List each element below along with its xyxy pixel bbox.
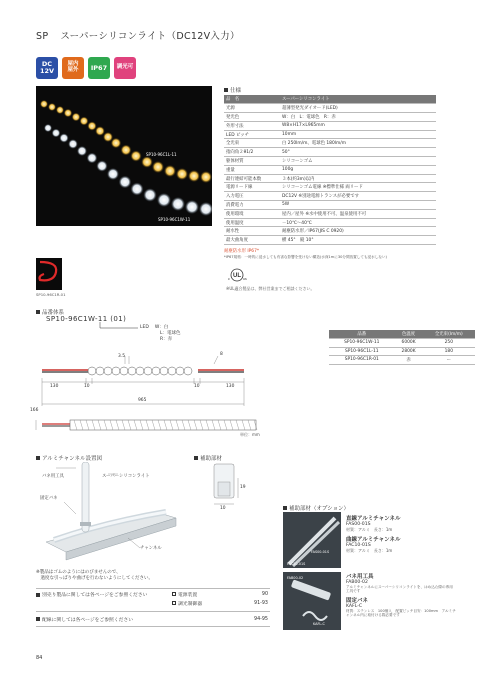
img-label-fas: FAS00-01S	[311, 550, 330, 554]
spec-row	[224, 227, 436, 236]
spec-value: DC12V ※別途電源トランスが必要です	[280, 192, 436, 201]
product-cell: 2800K	[395, 347, 423, 356]
spec-value: 5W	[280, 201, 436, 210]
page-title: SP スーパーシリコンライト（DC12V入力）	[36, 31, 240, 42]
spec-value: W：白 L：電球色 R：赤	[280, 113, 436, 122]
spec-key: 電源リード線	[224, 183, 280, 192]
red-led-coil	[40, 262, 57, 280]
spec-row	[224, 157, 436, 166]
product-row	[329, 339, 475, 348]
photo-caption-r: SP10-96C1R-01	[36, 292, 66, 297]
dim-10-right: 10	[194, 384, 200, 389]
product-header-cell: 品番	[329, 330, 395, 339]
feature-badges	[36, 57, 136, 79]
product-cell: 赤	[395, 356, 423, 365]
spec-key: 最行連結可能本数	[224, 174, 280, 183]
badge-ip67: IP67	[88, 57, 110, 79]
dim-130-left: 130	[50, 384, 59, 389]
spec-value: W8×H17×L965mm	[280, 121, 436, 130]
spec-key: 躯体材質	[224, 157, 280, 166]
dim-3-5: 3.5	[118, 354, 125, 359]
spec-key: 指向角２θ1/2	[224, 148, 280, 157]
spec-key: 入力電圧	[224, 192, 280, 201]
led-bead	[176, 367, 184, 375]
product-cell: ー	[423, 356, 475, 365]
aux-dim-10: 10	[220, 506, 226, 511]
product-header-row	[329, 330, 475, 339]
spec-key: 最大曲角度	[224, 236, 280, 245]
tool-product-photo	[283, 572, 341, 630]
ref-dimmer[interactable]: 調光制御器 91-93	[172, 600, 268, 607]
spec-value: 耐塵防水形／IP67(JIS C 0920)	[280, 227, 436, 236]
spec-key: 光源	[224, 104, 280, 113]
led-bead	[144, 367, 152, 375]
options-heading: 補助部材（オプション）	[283, 504, 349, 512]
spec-key: 外形寸法	[224, 121, 280, 130]
spec-value: ３本(約3m)以内	[280, 174, 436, 183]
spec-row	[224, 192, 436, 201]
spec-value: 10mm	[280, 130, 436, 139]
spec-heading: 仕様	[224, 86, 241, 94]
spec-key: 使用温度	[224, 218, 280, 227]
spec-key: 重量	[224, 165, 280, 174]
product-table	[329, 330, 475, 365]
led-strip-photo	[36, 86, 212, 226]
badge-dimmable: 調光可	[114, 57, 136, 79]
ip67-detail: *IP67規格：一時的に浸水しても有害な影響を受けない構造(水深1mに30分間放置しても浸水しない)	[224, 255, 387, 259]
spec-key: 耐水性	[224, 227, 280, 236]
led-bead	[120, 367, 128, 375]
product-cell: 250	[423, 339, 475, 348]
product-cell: SP10-96C1L-11	[329, 347, 395, 356]
model-code: SP10-96C1W-11 (01)	[46, 315, 127, 323]
spec-header-row: 品 名 スーパーシリコンライト	[224, 95, 436, 104]
model-system-heading: 品番体系	[36, 308, 64, 316]
label-spring: 固定バネ	[40, 496, 58, 501]
dim-965: 965	[138, 398, 147, 403]
photo-caption-w: SP10-96C1W-11	[158, 217, 191, 222]
label-silicon-light: スーパーシリコンライト	[102, 474, 150, 479]
ul-mark-icon	[226, 268, 248, 282]
option-item-tools: バネ用工具 FAB00-02 アルミチャンネルにスーパーシリコンライトを、はめ込む際の専用工具です 固定バネ KAFL-C 材質：ステンレス 100個入 配置ピッチ目安：100mm アルミチャンネル内に取付ける際必要です	[346, 574, 456, 618]
spec-value: 白 250lm/m、電球色 180lm/m	[280, 139, 436, 148]
spec-row	[224, 104, 436, 113]
channel-illustration	[36, 462, 186, 572]
spec-row	[224, 139, 436, 148]
spec-row	[224, 183, 436, 192]
svg-text:UL: UL	[233, 273, 241, 279]
spec-value: 超薄型発光ダイオード(LED)	[280, 104, 436, 113]
dim-166: 166	[30, 408, 39, 413]
spec-row	[224, 130, 436, 139]
spec-value: 50°	[280, 148, 436, 157]
ref-separate-products: 別売り製品に関しては各ページをご参照ください	[36, 591, 147, 598]
option-item-fas: 直線アルミチャンネル FAS00-01S 材質：アルミ 長さ：1m 曲線アルミチャンネル FAC10-01S 材質：アルミ 長さ：1m	[346, 516, 401, 553]
dim-8: 8	[220, 352, 223, 357]
aux-illustration	[194, 462, 264, 512]
led-bead	[112, 367, 120, 375]
side-view-drawing	[30, 408, 266, 438]
channel-product-photo	[283, 512, 341, 568]
page-number: 84	[36, 655, 43, 661]
ref-wiring[interactable]: 配線に関しては各ページをご参照ください 94-95	[36, 616, 268, 623]
photo-caption-l: SP10-96C1L-11	[146, 152, 177, 157]
spec-value: 屋内／屋外 ※水中使用不可、温泉使用不可	[280, 209, 436, 218]
spec-key: 発光色	[224, 113, 280, 122]
spec-row	[224, 209, 436, 218]
product-cell: SP10-96C1W-11	[329, 339, 395, 348]
led-bead	[104, 367, 112, 375]
aux-heading: 補助部材	[194, 454, 222, 462]
dim-130-right: 130	[226, 384, 235, 389]
spec-row	[224, 113, 436, 122]
spec-value: シリコーンゴム	[280, 157, 436, 166]
product-row	[329, 347, 475, 356]
led-bead	[168, 367, 176, 375]
aux-dim-19: 19	[240, 485, 246, 490]
led-bead	[160, 367, 168, 375]
led-bead	[136, 367, 144, 375]
badge-indoor-outdoor: 屋内 屋外	[62, 57, 84, 79]
ul-note: ※UL適合製品は、弊社営業までご相談ください。	[226, 286, 315, 291]
spec-row	[224, 201, 436, 210]
ref-power-supply[interactable]: 電源装置 90	[172, 591, 268, 598]
unit-label: 単位：mm	[240, 432, 260, 437]
spec-row	[224, 174, 436, 183]
stretch-note: ※製品はゴムのようにはのびませんので、 過度な引っぱりや曲げを行わないようにしてください。	[36, 570, 153, 581]
led-bead	[96, 367, 104, 375]
spec-table	[224, 95, 436, 245]
spec-value: －10℃～40℃	[280, 218, 436, 227]
img-label-fac: FAC10-01S	[287, 562, 306, 566]
model-pointer-lines	[96, 322, 140, 342]
product-header-cell: 色温度	[395, 330, 423, 339]
led-bead	[152, 367, 160, 375]
spec-row	[224, 218, 436, 227]
product-row	[329, 356, 475, 365]
img-label-kafl: KAFL-C	[313, 622, 325, 626]
ip67-note: 耐塵防水形 IP67*	[224, 249, 260, 254]
dim-10-left: 10	[84, 384, 90, 389]
spec-value: シリコーンゴム電線 ※標準仕様 両リード	[280, 183, 436, 192]
spec-value: 横 45° 縦 10°	[280, 236, 436, 245]
red-strip-photo	[36, 258, 62, 290]
dimension-drawing	[30, 352, 256, 412]
product-cell: SP10-96C1R-01	[329, 356, 395, 365]
model-led-legend: LED W：白 L：電球色 R：赤	[140, 325, 181, 342]
spec-key: 使用環境	[224, 209, 280, 218]
led-bead	[128, 367, 136, 375]
label-channel: チャンネル	[140, 546, 162, 551]
spec-row	[224, 165, 436, 174]
spec-row	[224, 148, 436, 157]
spec-row	[224, 236, 436, 245]
spec-key: 全光束	[224, 139, 280, 148]
badge-dc12v: DC 12V	[36, 57, 58, 79]
product-photo	[36, 86, 212, 226]
svg-text:us: us	[243, 277, 247, 281]
svg-text:c: c	[228, 277, 230, 281]
spec-key: LED ピッチ	[224, 130, 280, 139]
product-cell: 6000K	[395, 339, 423, 348]
channel-heading: アルミチャンネル設置図	[36, 454, 102, 462]
led-bead	[88, 367, 96, 375]
spec-row	[224, 121, 436, 130]
led-bead	[184, 367, 192, 375]
img-label-fab: FAB00-02	[287, 576, 304, 580]
spec-value: 100g	[280, 165, 436, 174]
spec-key: 消費電力	[224, 201, 280, 210]
label-clip-tool: バネ用工具	[42, 474, 64, 479]
product-cell: 180	[423, 347, 475, 356]
product-header-cell: 全光束(lm/m)	[423, 330, 475, 339]
